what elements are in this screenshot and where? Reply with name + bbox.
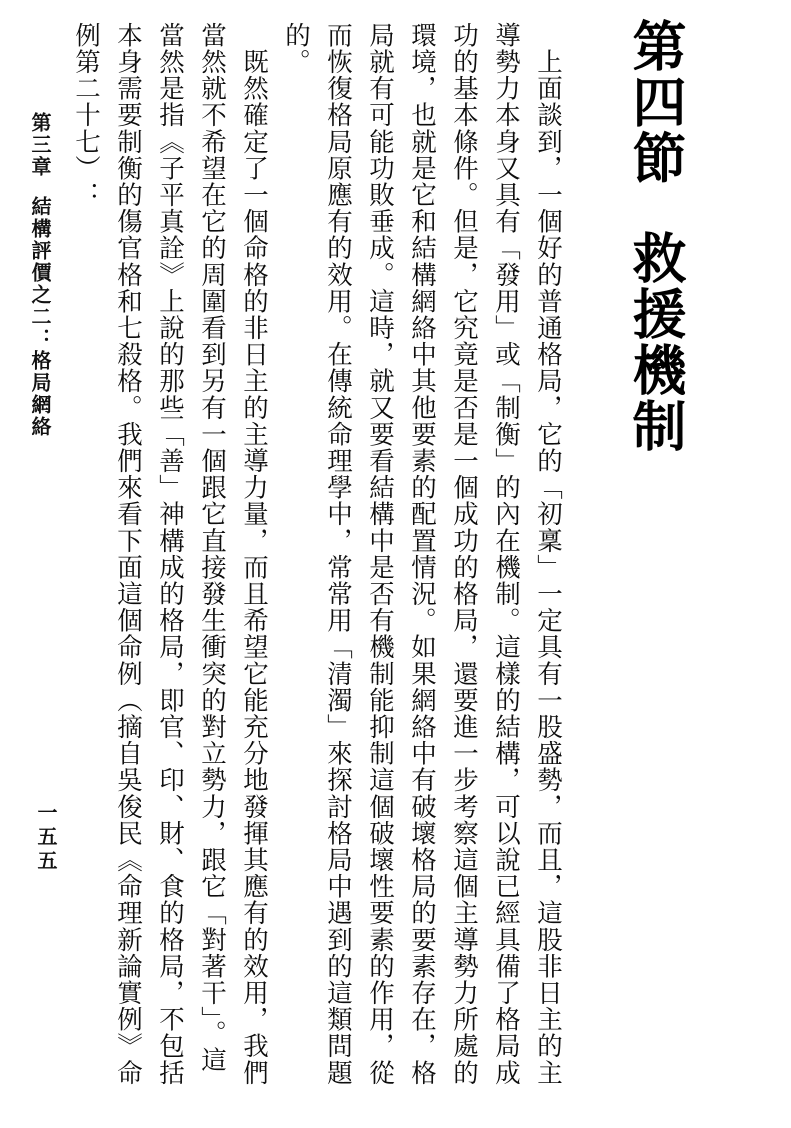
paragraph-1: 上面談到，一個好的普通格局，它的「初稟」一定具有一股盛勢，而且，這股非日主的主導勢力本身又具有「發用」或「制衡」的內在機制。這樣的結構，可以說已經具備了格局成功的基本條件。但是，它究竟是否是一個成功的格局，還要進一步考察這個主導勢力所處的環境，也就是它和結構網絡中其他要素的配置情況。如果網絡中有破壞格局的要素存在，格局就有可能功敗垂成。這時，就又要看結構中是否有機制能抑制這個破壞性要素的作用，從而恢復格局原應有的效用。在傳統命理學中，常常用「清濁」來探討格局中遇到的這類問題的。 — [281, 22, 563, 1086]
body-text — [65, 22, 569, 1092]
running-head — [30, 112, 50, 438]
paragraph-2: 既然確定了一個命格的非日主的主導力量，而且希望它能充分地發揮其應有的效用，我們當然就不希望在它的周圍看到另有一個跟它直接發生衝突的對立勢力，跟它「對著干」。這當然是指《子平真詮》上說的那些「善」神構成的格局，即官、印、財、食的格局，不包括本身需要制衡的傷官格和七殺格。我們來看下面這個命例（摘自吳俊民《命理新論實例》命例第二十七）： — [71, 22, 269, 1086]
section-number: 第四節 — [624, 18, 687, 186]
chapter-label: 第三章 — [28, 112, 52, 178]
section-heading: 救援機制 — [624, 230, 687, 454]
section-title — [624, 18, 687, 454]
chapter-title: 結構評價之二：格局網絡 — [28, 196, 52, 438]
page-number: 一五五 — [34, 802, 58, 874]
